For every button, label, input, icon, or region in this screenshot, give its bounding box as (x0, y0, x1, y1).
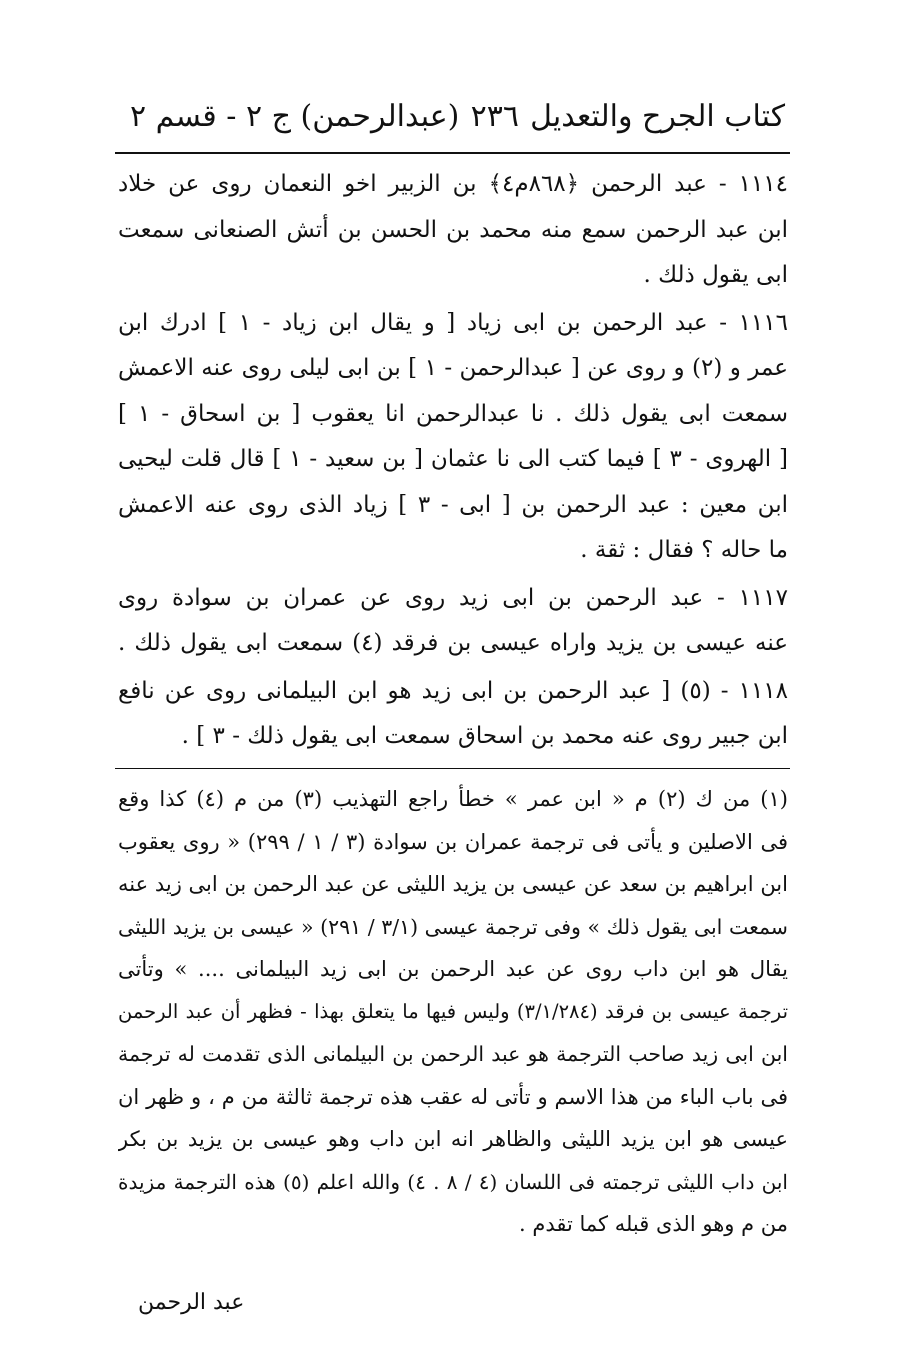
text-line: عمر و (٢) و روى عن [ عبدالرحمن - ١ ] بن ابى ليلى روى عنه الاعمش (118, 355, 788, 381)
footnote-line: ابن داب الليثى ترجمته فى اللسان (٤ / ٨ . ٤) والله اعلم (٥) هذه الترجمة مزيدة (118, 1169, 788, 1194)
footnote-line: فى باب الباء من هذا الاسم و تأتى له عقب هذه ترجمة ثالثة من م ، و ظهر ان (118, 1084, 788, 1109)
text-line: ١١١٦ - عبد الرحمن بن ابى زياد [ و يقال ابن زياد - ١ ] ادرك ابن (118, 309, 788, 336)
entry-1118 (118, 669, 788, 760)
text-line: ١١١٧ - عبد الرحمن بن ابى زيد روى عن عمران بن سوادة روى (118, 584, 788, 611)
book-title: كتاب الجرح والتعديل (530, 98, 785, 134)
footnote-line: ترجمة عيسى بن فرقد (٣/١/٢٨٤) وليس فيها ما يتعلق بهذا - فظهر أن عبد الرحمن (118, 999, 788, 1023)
section-label: (عبدالرحمن) ج ٢ - قسم ٢ (130, 98, 460, 134)
text-line: ابن جبير روى عنه محمد بن اسحاق سمعت ابى يقول ذلك - ٣ ] . (181, 723, 788, 749)
entry-1117 (118, 576, 788, 667)
text-line: سمعت ابى يقول ذلك . نا عبدالرحمن انا يعقوب [ بن اسحاق - ١ ] (118, 400, 788, 427)
footnote-line: ابن ابى زيد صاحب الترجمة هو عبد الرحمن بن البيلمانى الذى تقدمت له ترجمة (118, 1042, 788, 1066)
header-rule (115, 152, 790, 154)
footnote-line: من م وهو الذى قبله كما تقدم . (518, 1212, 788, 1236)
footnote-line: فى الاصلين و يأتى فى ترجمة عمران بن سوادة (٣ / ١ / ٢٩٩) « روى يعقوب (118, 829, 788, 854)
text-line: ١١١٤ - عبد الرحمن ﴿٨٦٨م٤﴾ بن الزبير اخو النعمان روى عن خلاد (118, 171, 788, 197)
footnote-line: (١) من ك (٢) م « ابن عمر » خطأ راجع التهذيب (٣) من م (٤) كذا وقع (118, 787, 788, 811)
footnote-line: عيسى هو ابن يزيد الليثى والظاهر انه ابن داب وهو عيسى بن يزيد بن بكر (118, 1127, 788, 1151)
text-line: ابن عبد الرحمن سمع منه محمد بن الحسن بن أتش الصنعانى سمعت (118, 216, 788, 243)
footnotes (118, 778, 788, 1246)
text-line: [ الهروى - ٣ ] فيما كتب الى نا عثمان [ بن سعيد - ١ ] قال قلت ليحيى (118, 446, 788, 472)
text-line: ابن معين : عبد الرحمن بن [ ابى - ٣ ] زياد الذى روى عنه الاعمش (118, 491, 788, 518)
catchword: عبد الرحمن (138, 1290, 245, 1315)
text-line: ابى يقول ذلك . (643, 262, 788, 288)
entry-1114 (118, 162, 788, 299)
main-text (118, 162, 788, 762)
footnote-line: يقال هو ابن داب روى عن عبد الرحمن بن ابى زيد البيلمانى .... » وتأتى (118, 957, 788, 981)
text-line: عنه عيسى بن يزيد واراه عيسى بن فرقد (٤) سمعت ابى يقول ذلك . (118, 630, 788, 656)
entry-1116 (118, 301, 788, 574)
page-number: ٢٣٦ (470, 98, 519, 134)
footnote-rule (115, 768, 790, 769)
text-line: ما حاله ؟ فقال : ثقة . (580, 537, 788, 563)
text-line: ١١١٨ - (٥) [ عبد الرحمن بن ابى زيد هو ابن البيلمانى روى عن نافع (118, 677, 788, 704)
footnote-line: ابن ابراهيم بن سعد عن عيسى بن يزيد الليثى عن عبد الرحمن بن ابى زيد عنه (118, 872, 788, 896)
footnote-line: سمعت ابى يقول ذلك » وفى ترجمة عيسى (٣/١ / ٢٩١) « عيسى بن يزيد الليثى (118, 914, 788, 939)
running-header (130, 88, 785, 144)
